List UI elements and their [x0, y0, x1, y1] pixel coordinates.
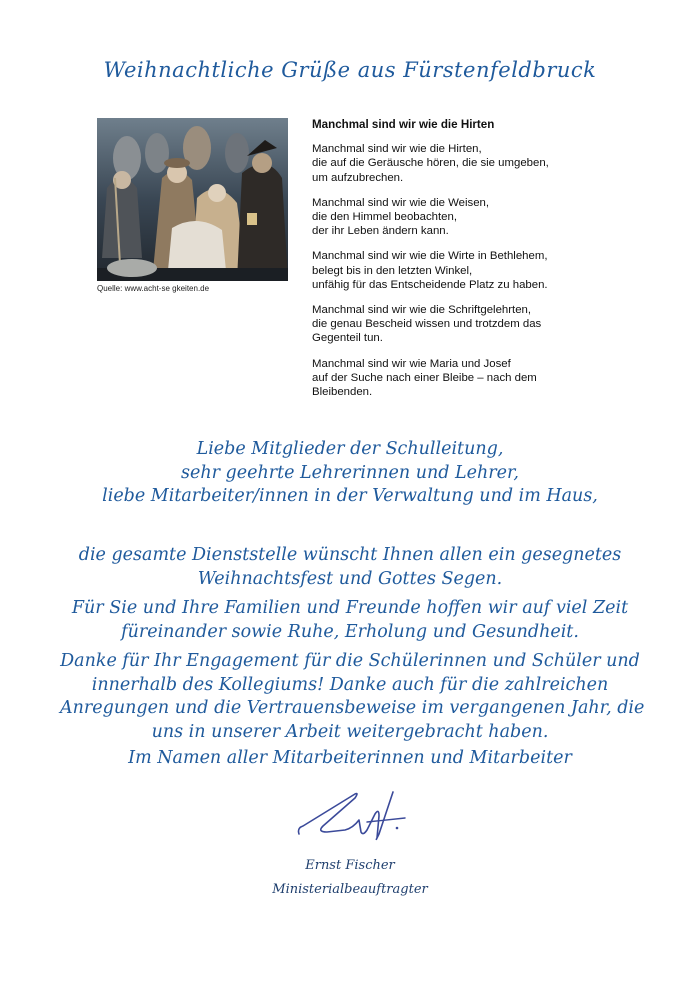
thanks-line: Danke für Ihr Engagement für die Schülerinnen und Schüler und: [60, 651, 640, 671]
salutation-line: liebe Mitarbeiter/innen in der Verwaltung und im Haus,: [102, 486, 598, 506]
nativity-scene-image: [97, 118, 288, 281]
thanks-line: innerhalb des Kollegiums! Danke auch für die zahlreichen: [91, 674, 609, 695]
salutation-line: Liebe Mitglieder der Schulleitung,: [196, 439, 504, 459]
thanks-paragraph: [60, 650, 645, 744]
poem-line: Manchmal sind wir wie die Wirte in Bethlehem,: [312, 250, 548, 263]
poem-stanza: [312, 142, 612, 185]
signer-name: Ernst Fischer: [305, 858, 395, 873]
poem-line: Manchmal sind wir wie Maria und Josef: [312, 357, 511, 370]
salutation: [60, 438, 640, 509]
closing-line: Im Namen aller Mitarbeiterinnen und Mitarbeiter: [128, 748, 572, 768]
closing-paragraph: [60, 747, 640, 771]
poem-line: der ihr Leben ändern kann.: [312, 225, 449, 238]
poem-line: die auf die Geräusche hören, die sie umgeben,: [312, 157, 549, 170]
hope-paragraph: [60, 597, 640, 644]
poem-line: Manchmal sind wir wie die Weisen,: [312, 196, 490, 209]
photo-caption: Quelle: www.acht-se gkeiten.de: [97, 284, 210, 293]
poem-line: um aufzubrechen.: [312, 171, 404, 184]
poem-line: Manchmal sind wir wie die Hirten,: [312, 143, 482, 156]
poem-line: auf der Suche nach einer Bleibe – nach dem: [312, 371, 537, 384]
nativity-photo: [97, 118, 288, 281]
poem-line: belegt bis in den letzten Winkel,: [312, 264, 473, 277]
wish-paragraph: [60, 544, 640, 591]
poem-line: Gegenteil tun.: [312, 332, 383, 345]
poem-line: unfähig für das Entscheidende Platz zu haben.: [312, 278, 548, 291]
poem-stanza: [312, 357, 612, 400]
poem-stanza: [312, 249, 612, 292]
salutation-line: sehr geehrte Lehrerinnen und Lehrer,: [181, 462, 519, 483]
page-title: Weihnachtliche Grüße aus Fürstenfeldbruck: [103, 58, 597, 82]
handwritten-signature: [293, 782, 411, 844]
poem-title: Manchmal sind wir wie die Hirten: [312, 118, 495, 131]
poem-line: die genau Bescheid wissen und trotzdem das: [312, 318, 542, 331]
poem: [312, 118, 612, 410]
wish-line: Weihnachtsfest und Gottes Segen.: [197, 568, 503, 589]
hope-line: füreinander sowie Ruhe, Erholung und Gesundheit.: [121, 621, 579, 642]
signer-role: Ministerialbeauftragter: [272, 882, 428, 897]
poem-line: die den Himmel beobachten,: [312, 211, 458, 224]
hope-line: Für Sie und Ihre Familien und Freunde hoffen wir auf viel Zeit: [71, 598, 629, 618]
thanks-line: uns in unserer Arbeit weitergebracht haben.: [151, 721, 549, 742]
poem-stanza: [312, 303, 612, 346]
poem-line: Manchmal sind wir wie die Schriftgelehrten,: [312, 304, 532, 317]
poem-line: Bleibenden.: [312, 386, 373, 399]
wish-line: die gesamte Dienststelle wünscht Ihnen allen ein gesegnetes: [78, 545, 622, 565]
poem-stanza: [312, 196, 612, 239]
thanks-line: Anregungen und die Vertrauensbeweise im vergangenen Jahr, die: [60, 698, 645, 718]
